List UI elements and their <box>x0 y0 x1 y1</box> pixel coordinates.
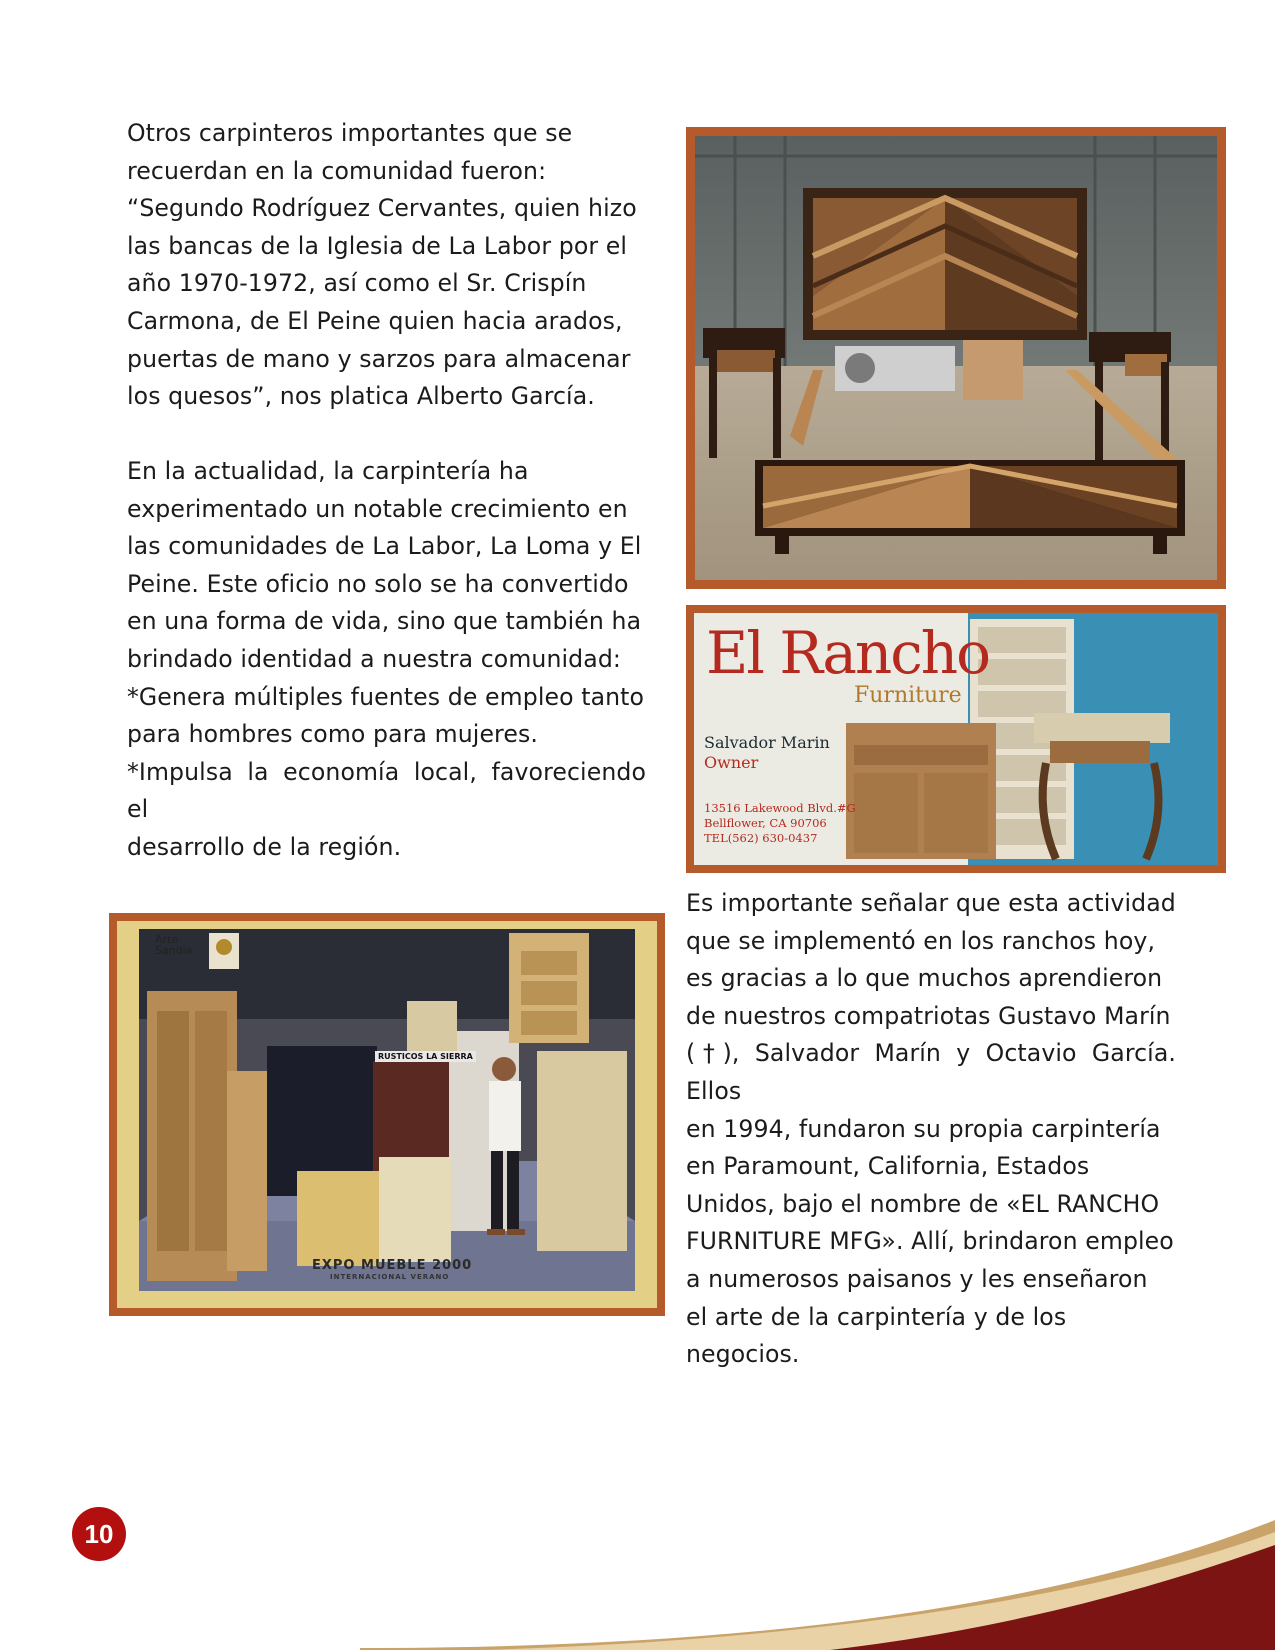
text-line: Unidos, bajo el nombre de «EL RANCHO <box>686 1189 1160 1218</box>
ad-address-block <box>704 801 856 846</box>
text-line: las comunidades de La Labor, La Loma y El <box>127 532 642 561</box>
text-line: Otros carpinteros importantes que se <box>127 119 573 147</box>
ad-owner-name: Salvador Marin <box>704 733 830 752</box>
ad-subtitle: Furniture <box>854 683 962 708</box>
text-line: *Impulsa la economía local, favoreciendo el <box>127 757 646 824</box>
text-line: en Paramount, California, Estados <box>686 1152 1090 1181</box>
text-line: *Genera múltiples fuentes de empleo tanto <box>127 682 645 711</box>
text-line: desarrollo de la región. <box>127 832 402 861</box>
text-line: es gracias a lo que muchos aprendieron <box>686 964 1163 993</box>
text-line: “Segundo Rodríguez Cervantes, quien hizo <box>127 194 637 223</box>
text-line: las bancas de la Iglesia de La Labor por el <box>127 231 628 260</box>
text-line: el arte de la carpintería y de los <box>686 1302 1067 1331</box>
text-line: que se implementó en los ranchos hoy, <box>686 926 1156 955</box>
ad-phone: TEL(562) 630-0437 <box>704 831 818 845</box>
decorative-swoosh <box>360 1520 1275 1650</box>
expo-arte-line: Arte <box>155 933 179 946</box>
ad-owner-role: Owner <box>704 753 759 772</box>
photo-el-rancho-ad <box>686 605 1226 873</box>
paragraph-current-growth <box>127 453 646 867</box>
ad-address-street: 13516 Lakewood Blvd.#G <box>704 801 856 815</box>
ad-owner-block <box>704 733 830 773</box>
photo-wooden-bed <box>686 127 1226 589</box>
text-line: FURNITURE MFG». Allí, brindaron empleo <box>686 1227 1174 1256</box>
expo-illustration <box>117 921 657 1308</box>
text-line: brindado identidad a nuestra comunidad: <box>127 644 621 673</box>
expo-arte-line: Sandia <box>155 944 193 957</box>
text-line: puertas de mano y sarzos para almacenar <box>127 344 631 373</box>
expo-rusticos-sign: RUSTICOS LA SIERRA <box>375 1051 476 1062</box>
photo-expo-mueble <box>109 913 665 1316</box>
text-line: año 1970-1972, así como el Sr. Crispín <box>127 269 587 298</box>
text-line: experimentado un notable crecimiento en <box>127 494 628 523</box>
text-line: a numerosos paisanos y les enseñaron <box>686 1264 1148 1293</box>
text-line: En la actualidad, la carpintería ha <box>127 457 529 485</box>
page-number-badge: 10 <box>72 1507 126 1561</box>
text-line: en una forma de vida, sino que también ha <box>127 607 642 636</box>
paragraph-el-rancho-history <box>686 885 1176 1374</box>
paragraph-local-carpenters <box>127 115 646 416</box>
text-line: Es importante señalar que esta actividad <box>686 889 1176 917</box>
text-line: (†), Salvador Marín y Octavio García. Ellos <box>686 1039 1176 1105</box>
text-line: los quesos”, nos platica Alberto García. <box>127 382 595 411</box>
text-line: recuerdan en la comunidad fueron: <box>127 156 547 185</box>
text-line: Peine. Este oficio no solo se ha convertido <box>127 569 629 598</box>
text-line: negocios. <box>686 1340 800 1369</box>
expo-arte-sandia-label <box>155 934 192 956</box>
text-line: en 1994, fundaron su propia carpintería <box>686 1114 1161 1143</box>
ad-address-city: Bellflower, CA 90706 <box>704 816 827 830</box>
text-line: para hombres como para mujeres. <box>127 720 538 749</box>
ad-title: El Rancho <box>706 619 990 687</box>
text-line: de nuestros compatriotas Gustavo Marín <box>686 1001 1171 1030</box>
text-line: Carmona, de El Peine quien hacia arados, <box>127 306 623 335</box>
bed-illustration <box>695 136 1217 580</box>
expo-mueble-sign: EXPO MUEBLE 2000 <box>312 1258 473 1273</box>
expo-mueble-subsign: INTERNACIONAL VERANO <box>330 1273 450 1281</box>
